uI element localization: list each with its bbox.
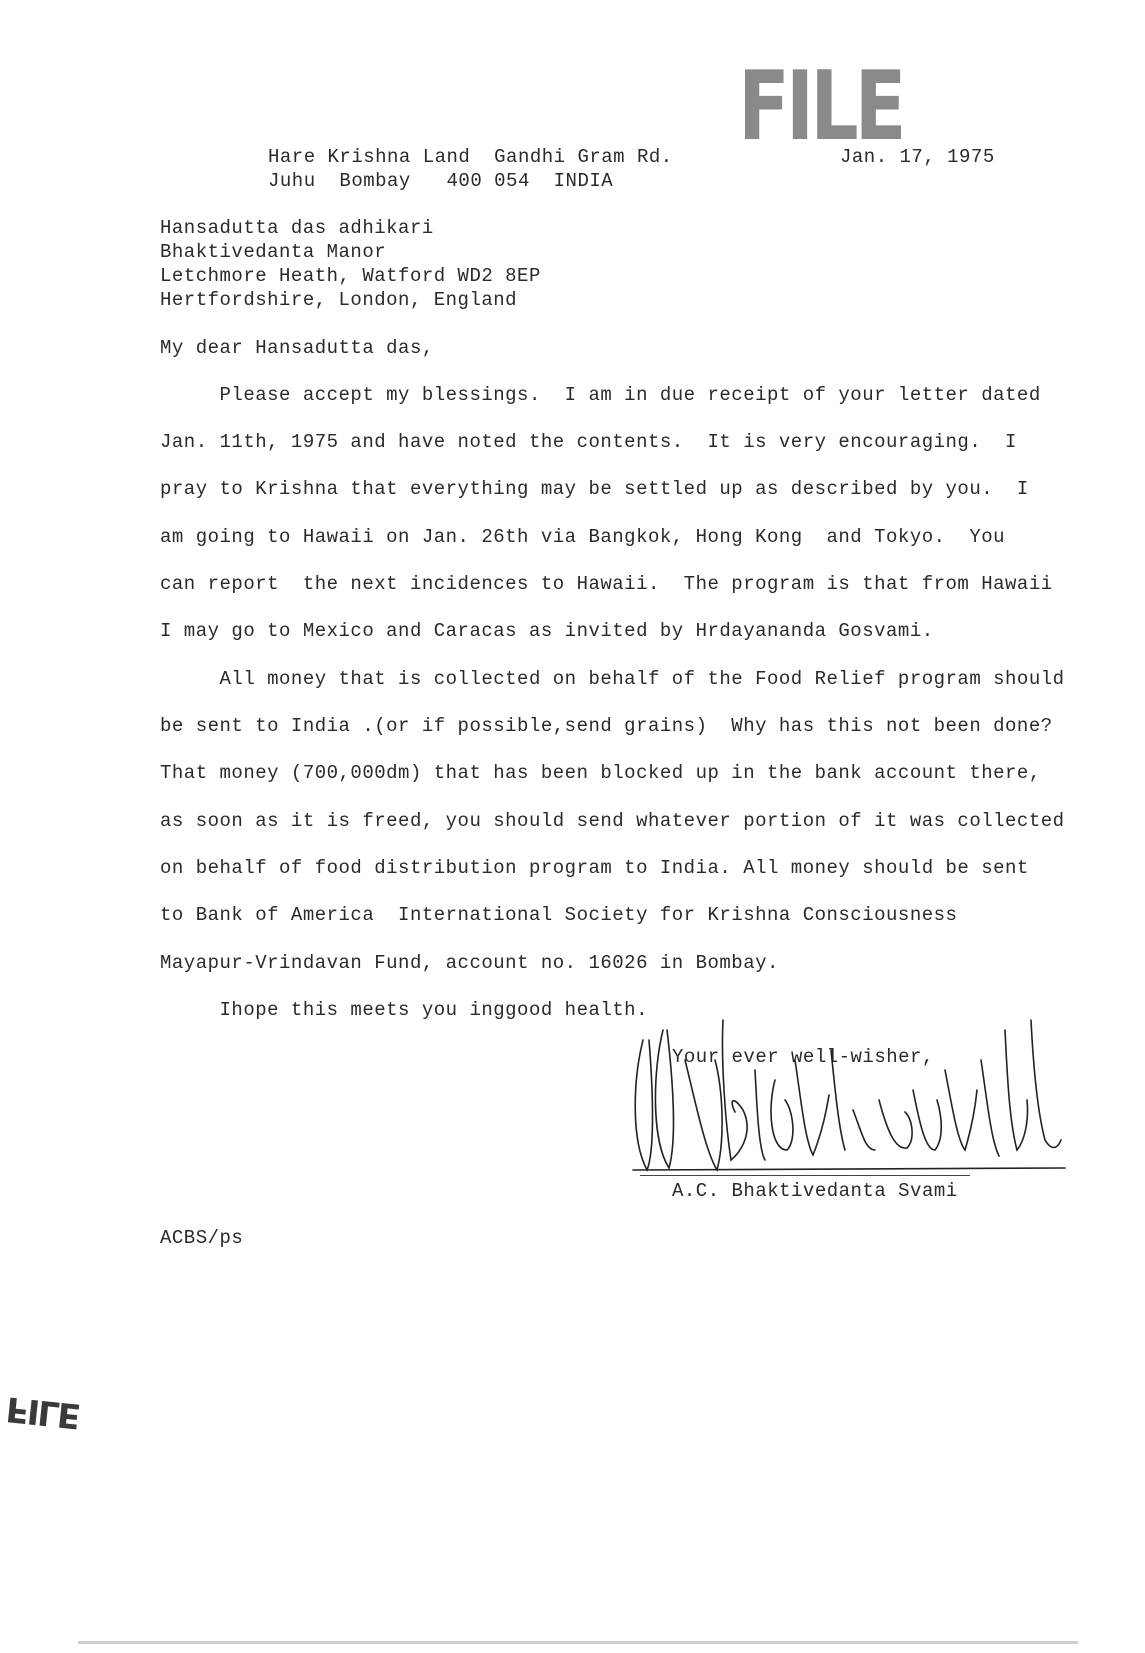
sender-address-line-1: Hare Krishna Land Gandhi Gram Rd. bbox=[268, 146, 673, 168]
body-line: to Bank of America International Society for Krishna Consciousness bbox=[160, 904, 958, 926]
page-edge-line bbox=[78, 1641, 1078, 1644]
recipient-line-3: Letchmore Heath, Watford WD2 8EP bbox=[160, 265, 541, 287]
body-line: on behalf of food distribution program to India. All money should be sent bbox=[160, 857, 1029, 879]
body-line: All money that is collected on behalf of the Food Relief program should bbox=[160, 668, 1065, 690]
body-line: be sent to India .(or if possible,send grains) Why has this not been done? bbox=[160, 715, 1053, 737]
body-line: I may go to Mexico and Caracas as invited by Hrdayananda Gosvami. bbox=[160, 620, 934, 642]
recipient-line-4: Hertfordshire, London, England bbox=[160, 289, 518, 311]
body-line: Mayapur-Vrindavan Fund, account no. 16026 in Bombay. bbox=[160, 952, 779, 974]
recipient-line-1: Hansadutta das adhikari bbox=[160, 217, 434, 239]
body-line: That money (700,000dm) that has been blocked up in the bank account there, bbox=[160, 762, 1041, 784]
body-line: as soon as it is freed, you should send whatever portion of it was collected bbox=[160, 810, 1065, 832]
recipient-line-2: Bhaktivedanta Manor bbox=[160, 241, 387, 263]
body-line: Jan. 11th, 1975 and have noted the contents. It is very encouraging. I bbox=[160, 431, 1017, 453]
handwritten-signature bbox=[625, 1000, 1075, 1190]
file-stamp-mirrored: FILE bbox=[4, 1388, 81, 1436]
letter-date: Jan. 17, 1975 bbox=[840, 146, 995, 168]
body-line: pray to Krishna that everything may be settled up as described by you. I bbox=[160, 478, 1029, 500]
salutation: My dear Hansadutta das, bbox=[160, 337, 434, 359]
closing: Your ever well-wisher, bbox=[672, 1046, 934, 1068]
body-line: Ihope this meets you inggood health. bbox=[160, 999, 648, 1021]
body-line: Please accept my blessings. I am in due receipt of your letter dated bbox=[160, 384, 1041, 406]
typist-initials: ACBS/ps bbox=[160, 1227, 244, 1249]
file-stamp: FILE bbox=[738, 50, 903, 162]
body-line: can report the next incidences to Hawaii. The program is that from Hawaii bbox=[160, 573, 1053, 595]
body-line: am going to Hawaii on Jan. 26th via Bangkok, Hong Kong and Tokyo. You bbox=[160, 526, 1006, 548]
sender-address-line-2: Juhu Bombay 400 054 INDIA bbox=[268, 170, 614, 192]
signature-underline bbox=[640, 1175, 970, 1176]
signatory-name: A.C. Bhaktivedanta Svami bbox=[672, 1180, 958, 1202]
